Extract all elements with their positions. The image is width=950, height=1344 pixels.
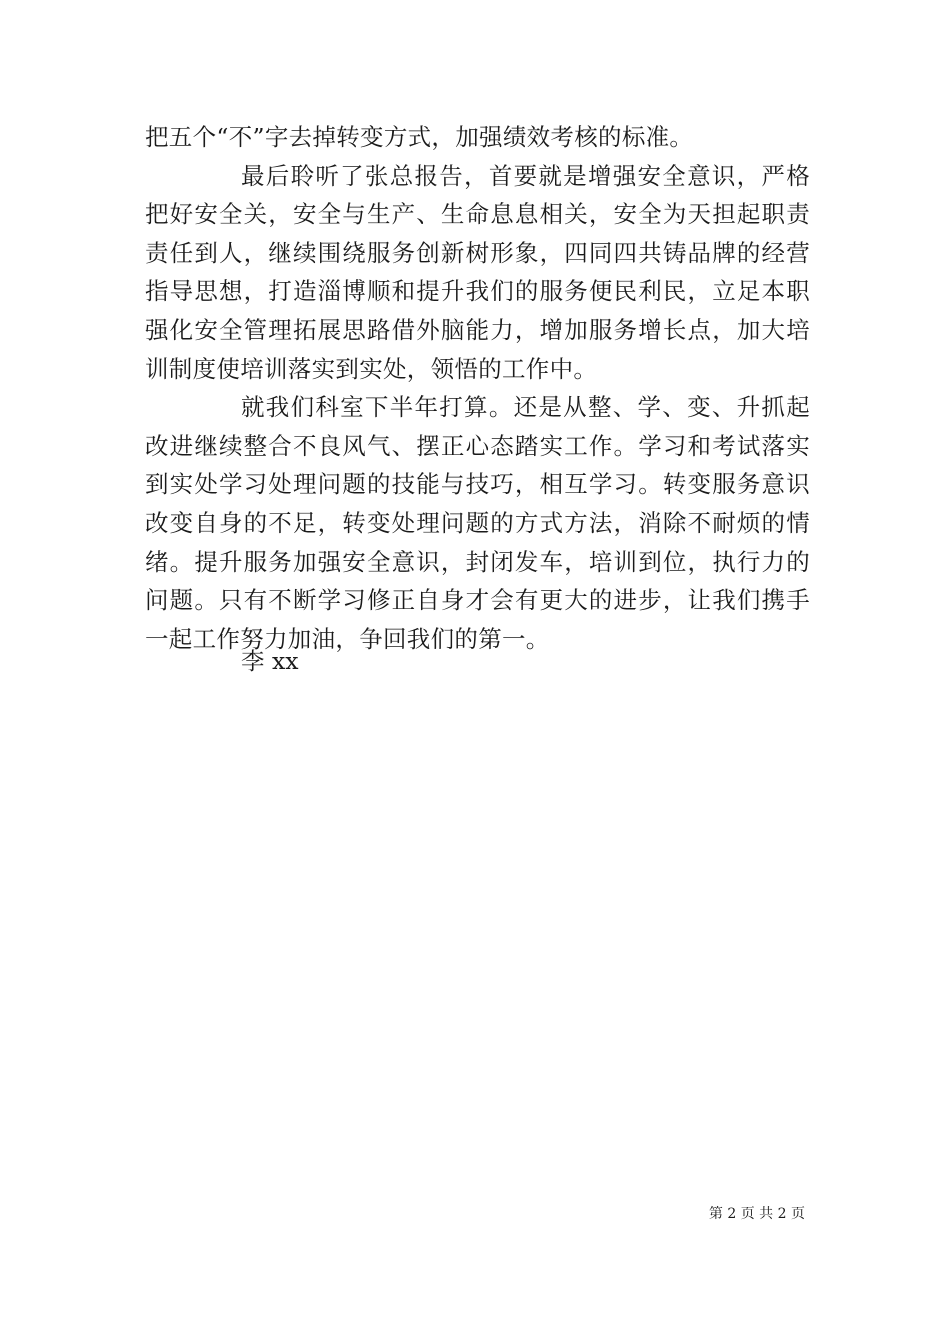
page-number-footer: 第 2 页 共 2 页: [708, 1206, 805, 1222]
signature: 李 xx: [241, 647, 299, 675]
paragraph-department-plan: 就我们科室下半年打算。还是从整、学、变、升抓起改进继续整合不良风气、摆正心态踏实工作。学习和考试落实到实处学习处理问题的技能与技巧，相互学习。转变服务意识改变自身的不足，转变处理问题的方式方法，消除不耐烦的情绪。提升服务加强安全意识，封闭发车，培训到位，执行力的问题。只有不断学习修正自身才会有更大的进步，让我们携手一起工作努力加油，争回我们的第一。: [145, 393, 810, 653]
document-body: [145, 118, 810, 658]
paragraph-report-summary: 最后聆听了张总报告，首要就是增强安全意识，严格把好安全关，安全与生产、生命息息相关，安全为天担起职责责任到人，继续围绕服务创新树形象，四同四共铸品牌的经营指导思想，打造淄博顺和提升我们的服务便民利民，立足本职强化安全管理拓展思路借外脑能力，增加服务增长点，加大培训制度使培训落实到实处，领悟的工作中。: [145, 161, 810, 383]
paragraph-continuation: 把五个“不”字去掉转变方式，加强绩效考核的标准。: [145, 123, 694, 151]
